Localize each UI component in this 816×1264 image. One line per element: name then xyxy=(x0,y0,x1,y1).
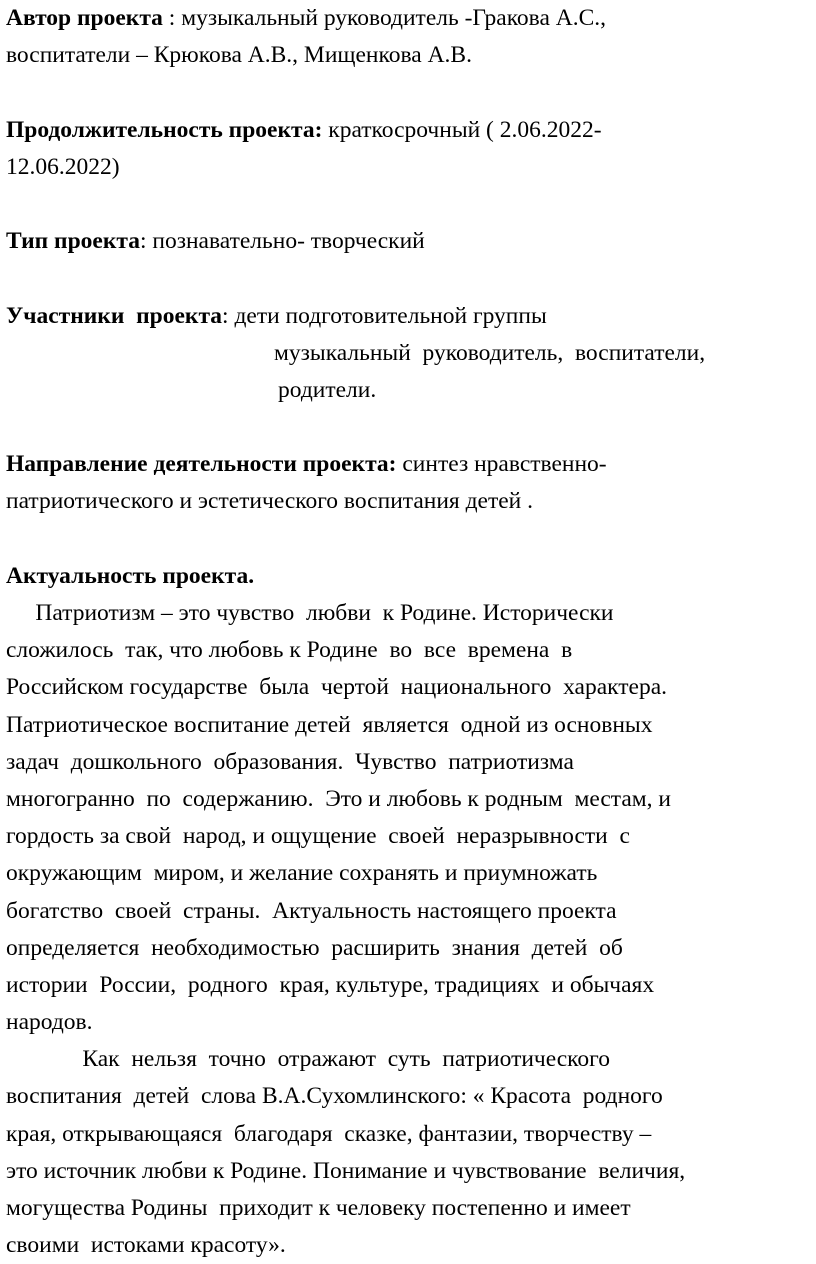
relevance-line: своими истоками красоту». xyxy=(6,1232,286,1259)
participants-line-2: музыкальный руководитель, воспитатели, xyxy=(274,339,706,366)
author-label: Автор проекта xyxy=(6,5,163,31)
relevance-line: Патриотическое воспитание детей является одной из основных xyxy=(6,711,653,738)
participants-label: Участники проекта xyxy=(6,302,223,329)
relevance-line: края, открывающаяся благодаря сказке, фантазии, творчеству – xyxy=(6,1120,652,1147)
duration-text-1: краткосрочный ( 2.06.2022- xyxy=(322,116,602,143)
spacer xyxy=(6,74,810,111)
author-line-1 xyxy=(6,0,810,37)
author-text-1: : музыкальный руководитель -Гракова А.С., xyxy=(162,5,607,31)
relevance-line: окружающим миром, и желание сохранять и приумножать xyxy=(6,860,598,887)
direction-line-2: патриотического и эстетического воспитания детей . xyxy=(6,488,534,515)
relevance-line: Патриотизм – это чувство любви к Родине. Исторически xyxy=(6,600,614,626)
direction-line-1 xyxy=(6,446,810,483)
type-line xyxy=(6,223,810,260)
direction-text-1: синтез нравственно- xyxy=(396,451,607,478)
spacer xyxy=(6,260,810,297)
spacer xyxy=(6,186,810,223)
relevance-line: задач дошкольного образования. Чувство патриотизма xyxy=(6,748,574,775)
relevance-line: определяется необходимостью расширить знания детей об xyxy=(6,934,623,961)
relevance-line: многогранно по содержанию. Это и любовь к родным местам, и xyxy=(6,785,671,812)
spacer xyxy=(6,409,810,446)
participants-line-1 xyxy=(6,298,810,335)
document-page xyxy=(6,0,810,1264)
duration-label: Продолжительность проекта: xyxy=(6,116,323,143)
relevance-line: гордость за свой народ, и ощущение своей неразрывности с xyxy=(6,823,630,850)
duration-line-1 xyxy=(6,112,810,149)
relevance-line: сложилось так, что любовь к Родине во все времена в xyxy=(6,637,573,664)
relevance-line: Как нельзя точно отражают суть патриотического xyxy=(6,1046,610,1073)
relevance-line: богатство своей страны. Актуальность настоящего проекта xyxy=(6,897,617,924)
relevance-line: народов. xyxy=(6,1009,93,1036)
type-label: Тип проекта xyxy=(6,228,140,255)
relevance-line: это источник любви к Родине. Понимание и чувствование величия, xyxy=(6,1157,686,1184)
relevance-line: Российском государстве была чертой национального характера. xyxy=(6,674,668,701)
participants-text-1: : дети подготовительной группы xyxy=(222,302,547,329)
relevance-heading: Актуальность проекта. xyxy=(6,562,255,589)
participants-line-3: родители. xyxy=(278,376,377,403)
relevance-line: истории России, родного края, культуре, традициях и обычаях xyxy=(6,971,655,998)
duration-line-2: 12.06.2022) xyxy=(6,153,120,180)
spacer xyxy=(6,521,810,558)
direction-label: Направление деятельности проекта: xyxy=(6,451,397,478)
relevance-line: могущества Родины приходит к человеку постепенно и имеет xyxy=(6,1195,631,1221)
type-value: : познавательно- творческий xyxy=(139,228,425,255)
relevance-heading-line xyxy=(6,558,810,595)
relevance-line: воспитания детей слова В.А.Сухомлинского: « Красота родного xyxy=(6,1083,663,1110)
author-line-2: воспитатели – Крюкова А.В., Мищенкова А.В. xyxy=(6,42,472,69)
